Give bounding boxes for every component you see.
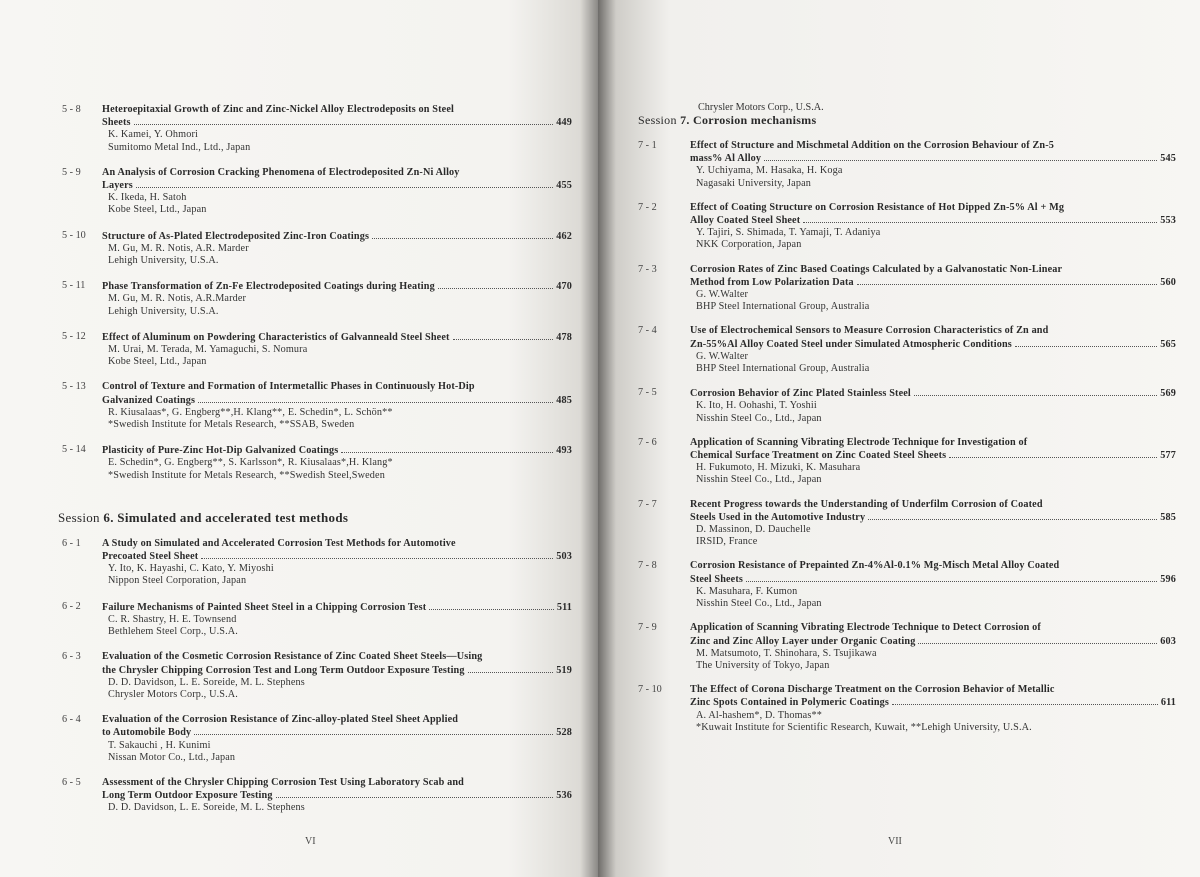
entry-title-line <box>690 152 1176 165</box>
entry-title: to Automobile Body <box>102 727 192 739</box>
entry-authors: M. Gu, M. R. Notis, A.R.Marder <box>108 293 247 305</box>
toc-entry <box>638 264 1176 314</box>
entry-affiliation: Nippon Steel Corporation, Japan <box>108 575 247 587</box>
leader-dots <box>438 280 553 289</box>
entry-page-number: 470 <box>556 281 572 293</box>
entry-title-line-1: Corrosion Rates of Zinc Based Coatings Calculated by a Galvanostatic Non-Linear <box>690 263 1063 275</box>
entry-title-line-1: Recent Progress towards the Understanding of Underfilm Corrosion of Coated <box>690 498 1043 510</box>
entry-title-line <box>102 550 572 563</box>
leader-dots <box>746 573 1157 582</box>
entry-title-line-1: Heteroepitaxial Growth of Zinc and Zinc-Nickel Alloy Electrodeposits on Steel <box>102 104 454 115</box>
entry-title-line-1: Assessment of the Chrysler Chipping Corrosion Test Using Laboratory Scab and <box>102 776 464 788</box>
entry-page-number: 536 <box>556 790 572 802</box>
entry-body <box>102 331 572 369</box>
entry-title: Effect of Aluminum on Powdering Characteristics of Galvanneald Steel Sheet <box>102 331 450 343</box>
entry-authors: A. Al-hashem*, D. Thomas** <box>696 709 822 721</box>
leader-dots <box>276 789 554 798</box>
entry-authors: K. Ito, H. Oohashi, T. Yoshii <box>696 400 817 412</box>
entry-authors: M. Matsumoto, T. Shinohara, S. Tsujikawa <box>696 647 877 659</box>
entry-affiliation: BHP Steel International Group, Australia <box>696 363 870 375</box>
entry-body <box>690 140 1176 190</box>
leader-dots <box>1015 338 1157 347</box>
entry-number: 6 - 2 <box>62 600 81 612</box>
entry-title: mass% Al Alloy <box>690 153 762 165</box>
entry-authors: M. Urai, M. Terada, M. Yamaguchi, S. Nomura <box>108 344 308 356</box>
entry-title-line <box>690 511 1176 524</box>
entry-number: 5 - 10 <box>62 229 86 241</box>
entry-number: 5 - 14 <box>62 444 86 456</box>
carry-over-affiliation: Chrysler Motors Corp., U.S.A. <box>698 102 824 113</box>
leader-dots <box>372 230 553 239</box>
entry-page-number: 553 <box>1160 215 1176 227</box>
entry-page-number: 449 <box>556 117 572 129</box>
entry-affiliation: Chrysler Motors Corp., U.S.A. <box>108 688 238 700</box>
entry-title-line <box>690 338 1176 351</box>
leader-dots <box>857 276 1157 285</box>
entry-body <box>690 684 1176 734</box>
entry-affiliation: *Swedish Institute for Metals Research, **Swedish Steel,Sweden <box>108 469 385 481</box>
entry-authors: H. Fukumoto, H. Mizuki, K. Masuhara <box>696 462 861 474</box>
left-toc <box>58 104 572 828</box>
entry-number: 6 - 1 <box>62 537 81 549</box>
toc-entry <box>638 684 1176 734</box>
toc-entry <box>62 230 572 268</box>
entry-page-number: 585 <box>1160 511 1176 523</box>
entry-affiliation: Nisshin Steel Co., Ltd., Japan <box>696 598 822 610</box>
entry-title: Layers <box>102 180 133 192</box>
entry-authors: D. D. Davidson, L. E. Soreide, M. L. Stephens <box>108 676 305 688</box>
toc-entry <box>62 444 572 482</box>
entry-page-number: 565 <box>1160 338 1176 350</box>
entry-affiliation: Bethlehem Steel Corp., U.S.A. <box>108 626 238 638</box>
page-number: VI <box>305 836 316 847</box>
entry-title-line <box>690 696 1176 709</box>
entry-affiliation: *Kuwait Institute for Scientific Research, Kuwait, **Lehigh University, U.S.A. <box>696 721 1032 733</box>
entry-title-line-1: A Study on Simulated and Accelerated Corrosion Test Methods for Automotive <box>102 537 456 549</box>
toc-entry <box>62 104 572 154</box>
entry-title-line-1: Control of Texture and Formation of Intermetallic Phases in Continuously Hot-Dip <box>102 381 475 393</box>
toc-entry <box>62 381 572 431</box>
session-title: 7. Corrosion mechanisms <box>680 113 817 127</box>
toc-entry <box>62 167 572 217</box>
entry-affiliation: The University of Tokyo, Japan <box>696 659 830 671</box>
right-page <box>598 0 1200 877</box>
entry-number: 7 - 3 <box>638 263 657 275</box>
entry-title: Phase Transformation of Zn-Fe Electrodeposited Coatings during Heating <box>102 281 435 293</box>
toc-entry <box>638 622 1176 672</box>
toc-entry <box>638 499 1176 549</box>
entry-title-line <box>690 276 1176 289</box>
toc-entry <box>62 538 572 588</box>
entry-page-number: 569 <box>1160 388 1176 400</box>
entry-affiliation: Kobe Steel, Ltd., Japan <box>108 356 207 368</box>
entry-authors: R. Kiusalaas*, G. Engberg**,H. Klang**, E. Schedin*, L. Schön** <box>108 406 393 418</box>
entry-title-line <box>102 280 572 293</box>
entry-page-number: 577 <box>1160 450 1176 462</box>
entry-page-number: 560 <box>1160 276 1176 288</box>
entry-body <box>690 560 1176 610</box>
entry-title: Zn-55%Al Alloy Coated Steel under Simulated Atmospheric Conditions <box>690 338 1012 350</box>
entry-body <box>690 499 1176 549</box>
entry-title: Chemical Surface Treatment on Zinc Coated Steel Sheets <box>690 450 947 462</box>
entry-number: 7 - 4 <box>638 325 657 337</box>
entry-body <box>690 325 1176 375</box>
toc-entry <box>62 280 572 318</box>
entry-title-line <box>102 116 572 129</box>
entry-title: Structure of As-Plated Electrodeposited Zinc-Iron Coatings <box>102 230 370 242</box>
leader-dots <box>764 152 1157 161</box>
entry-page-number: 611 <box>1160 697 1176 709</box>
toc-entry <box>62 714 572 764</box>
session-heading <box>638 113 1176 128</box>
entry-number: 7 - 5 <box>638 387 657 399</box>
entry-title-line <box>690 449 1176 462</box>
entry-page-number: 455 <box>556 180 572 192</box>
leader-dots <box>868 511 1157 520</box>
entry-title: Plasticity of Pure-Zinc Hot-Dip Galvanized Coatings <box>102 445 339 457</box>
entry-number: 6 - 4 <box>62 714 81 726</box>
entry-title-line <box>102 664 572 677</box>
entry-body <box>102 444 572 482</box>
entry-authors: G. W.Walter <box>696 289 749 301</box>
entry-title-line <box>690 635 1176 648</box>
entry-title-line <box>102 726 572 739</box>
entry-body <box>690 264 1176 314</box>
entry-authors: K. Masuhara, F. Kumon <box>696 585 798 597</box>
entry-title-line <box>102 394 572 407</box>
entry-affiliation: Nisshin Steel Co., Ltd., Japan <box>696 474 822 486</box>
entry-title: Precoated Steel Sheet <box>102 551 199 563</box>
entry-page-number: 503 <box>556 551 572 563</box>
entry-page-number: 478 <box>556 331 572 343</box>
entry-title: Sheets <box>102 117 131 129</box>
toc-entry <box>62 651 572 701</box>
entry-affiliation: Nisshin Steel Co., Ltd., Japan <box>696 412 822 424</box>
entry-title: Steels Used in the Automotive Industry <box>690 511 866 523</box>
entry-page-number: 545 <box>1160 153 1176 165</box>
entry-affiliation: BHP Steel International Group, Australia <box>696 301 870 313</box>
entry-affiliation: Lehigh University, U.S.A. <box>108 305 219 317</box>
entry-authors: E. Schedin*, G. Engberg**, S. Karlsson*, R. Kiusalaas*,H. Klang* <box>108 457 393 469</box>
entry-title-line <box>102 601 572 614</box>
entry-page-number: 493 <box>556 445 572 457</box>
toc-entry <box>638 560 1176 610</box>
leader-dots <box>468 664 554 673</box>
leader-dots <box>914 387 1157 396</box>
session-label: Session <box>638 113 677 127</box>
entry-authors: T. Sakauchi , H. Kunimi <box>108 739 211 751</box>
session-title: 6. Simulated and accelerated test methods <box>103 509 349 525</box>
entry-body <box>690 202 1176 252</box>
leader-dots <box>341 444 553 453</box>
entry-page-number: 528 <box>556 727 572 739</box>
entry-title: Galvanized Coatings <box>102 394 196 406</box>
entry-title-line <box>102 331 572 344</box>
entry-title-line-1: Effect of Coating Structure on Corrosion Resistance of Hot Dipped Zn-5% Al + Mg <box>690 201 1065 213</box>
entry-title-line-1: Evaluation of the Cosmetic Corrosion Resistance of Zinc Coated Sheet Steels—Using <box>102 651 483 663</box>
left-page <box>0 0 598 877</box>
entry-title: Method from Low Polarization Data <box>690 276 854 288</box>
entry-authors: Y. Tajiri, S. Shimada, T. Yamaji, T. Adaniya <box>696 227 881 239</box>
entry-title-line <box>102 789 572 802</box>
leader-dots <box>198 394 553 403</box>
leader-dots <box>429 601 554 610</box>
entry-page-number: 596 <box>1160 573 1176 585</box>
entry-title: the Chrysler Chipping Corrosion Test and Long Term Outdoor Exposure Testing <box>102 664 465 676</box>
leader-dots <box>201 550 553 559</box>
entry-number: 7 - 10 <box>638 684 662 696</box>
entry-number: 5 - 11 <box>62 280 86 292</box>
entry-title-line <box>690 573 1176 586</box>
entry-title-line-1: Corrosion Resistance of Prepainted Zn-4%Al-0.1% Mg-Misch Metal Alloy Coated <box>690 560 1060 572</box>
entry-body <box>102 381 572 431</box>
entry-body <box>690 437 1176 487</box>
entry-affiliation: Kobe Steel, Ltd., Japan <box>108 204 207 216</box>
entry-title: Corrosion Behavior of Zinc Plated Stainless Steel <box>690 388 911 400</box>
leader-dots <box>949 449 1157 458</box>
toc-entry <box>638 202 1176 252</box>
entry-title: Zinc and Zinc Alloy Layer under Organic Coating <box>690 635 916 647</box>
entry-page-number: 603 <box>1160 635 1176 647</box>
entry-title-line-1: Use of Electrochemical Sensors to Measure Corrosion Characteristics of Zn and <box>690 325 1049 337</box>
entry-affiliation: Nagasaki University, Japan <box>696 177 811 189</box>
entry-title-line-1: The Effect of Corona Discharge Treatment on the Corrosion Behavior of Metallic <box>690 684 1055 696</box>
entry-number: 5 - 9 <box>62 166 81 178</box>
entry-body <box>102 167 572 217</box>
toc-entry <box>638 325 1176 375</box>
entry-affiliation: *Swedish Institute for Metals Research, **SSAB, Sweden <box>108 419 355 431</box>
entry-page-number: 519 <box>556 664 572 676</box>
entry-number: 7 - 2 <box>638 201 657 213</box>
entry-authors: C. R. Shastry, H. E. Townsend <box>108 613 237 625</box>
entry-number: 5 - 8 <box>62 104 81 115</box>
leader-dots <box>194 726 553 735</box>
entry-authors: D. D. Davidson, L. E. Soreide, M. L. Stephens <box>108 802 305 814</box>
toc-entry <box>62 777 572 815</box>
entry-number: 7 - 9 <box>638 622 657 634</box>
entry-authors: G. W.Walter <box>696 350 749 362</box>
entry-number: 7 - 8 <box>638 560 657 572</box>
entry-page-number: 462 <box>556 230 572 242</box>
toc-entry <box>638 387 1176 425</box>
entry-title: Long Term Outdoor Exposure Testing <box>102 790 273 802</box>
right-toc <box>638 102 1176 746</box>
entry-body <box>102 651 572 701</box>
leader-dots <box>803 214 1157 223</box>
entry-affiliation: IRSID, France <box>696 536 758 548</box>
entry-title: Zinc Spots Contained in Polymeric Coatings <box>690 697 890 709</box>
entry-body <box>690 387 1176 425</box>
entry-body <box>102 230 572 268</box>
entry-title: Failure Mechanisms of Painted Sheet Steel in a Chipping Corrosion Test <box>102 601 427 613</box>
entry-body <box>102 280 572 318</box>
entry-title-line <box>690 214 1176 227</box>
entry-number: 5 - 13 <box>62 381 86 393</box>
entry-body <box>690 622 1176 672</box>
entry-affiliation: NKK Corporation, Japan <box>696 239 802 251</box>
entry-body <box>102 601 572 639</box>
entry-authors: K. Kamei, Y. Ohmori <box>108 129 198 141</box>
entry-title: Alloy Coated Steel Sheet <box>690 215 801 227</box>
entry-authors: Y. Uchiyama, M. Hasaka, H. Koga <box>696 165 843 177</box>
entry-authors: D. Massinon, D. Dauchelle <box>696 524 811 536</box>
entry-title-line-1: An Analysis of Corrosion Cracking Phenomena of Electrodeposited Zn-Ni Alloy <box>102 166 460 178</box>
entry-title-line <box>690 387 1176 400</box>
entry-authors: Y. Ito, K. Hayashi, C. Kato, Y. Miyoshi <box>108 563 274 575</box>
session-heading <box>58 510 572 526</box>
entry-title-line-1: Effect of Structure and Mischmetal Addition on the Corrosion Behaviour of Zn-5 <box>690 140 1055 151</box>
entry-number: 5 - 12 <box>62 330 86 342</box>
entry-affiliation: Sumitomo Metal Ind., Ltd., Japan <box>108 141 251 153</box>
toc-entry <box>62 601 572 639</box>
entry-affiliation: Lehigh University, U.S.A. <box>108 255 219 267</box>
entry-number: 6 - 5 <box>62 776 81 788</box>
leader-dots <box>918 635 1157 644</box>
entry-title-line-1: Application of Scanning Vibrating Electrode Technique to Detect Corrosion of <box>690 622 1041 634</box>
page-number: VII <box>888 836 902 847</box>
leader-dots <box>136 179 553 188</box>
session-label: Session <box>58 509 100 525</box>
entry-title-line <box>102 179 572 192</box>
entry-title-line-1: Evaluation of the Corrosion Resistance of Zinc-alloy-plated Steel Sheet Applied <box>102 714 459 726</box>
entry-title-line-1: Application of Scanning Vibrating Electrode Technique for Investigation of <box>690 436 1028 448</box>
entry-body <box>102 538 572 588</box>
entry-page-number: 485 <box>556 394 572 406</box>
leader-dots <box>453 331 554 340</box>
toc-entry <box>638 140 1176 190</box>
toc-entry <box>638 437 1176 487</box>
toc-entry <box>62 331 572 369</box>
entry-authors: M. Gu, M. R. Notis, A.R. Marder <box>108 242 249 254</box>
entry-title: Steel Sheets <box>690 573 744 585</box>
entry-number: 6 - 3 <box>62 651 81 663</box>
entry-body <box>102 104 572 154</box>
entry-authors: K. Ikeda, H. Satoh <box>108 192 187 204</box>
entry-affiliation: Nissan Motor Co., Ltd., Japan <box>108 751 236 763</box>
entry-page-number: 511 <box>556 601 572 613</box>
entry-title-line <box>102 444 572 457</box>
leader-dots <box>892 696 1158 705</box>
entry-number: 7 - 6 <box>638 436 657 448</box>
entry-body <box>102 714 572 764</box>
entry-title-line <box>102 230 572 243</box>
leader-dots <box>134 116 554 125</box>
entry-number: 7 - 7 <box>638 498 657 510</box>
entry-body <box>102 777 572 815</box>
entry-number: 7 - 1 <box>638 140 657 151</box>
